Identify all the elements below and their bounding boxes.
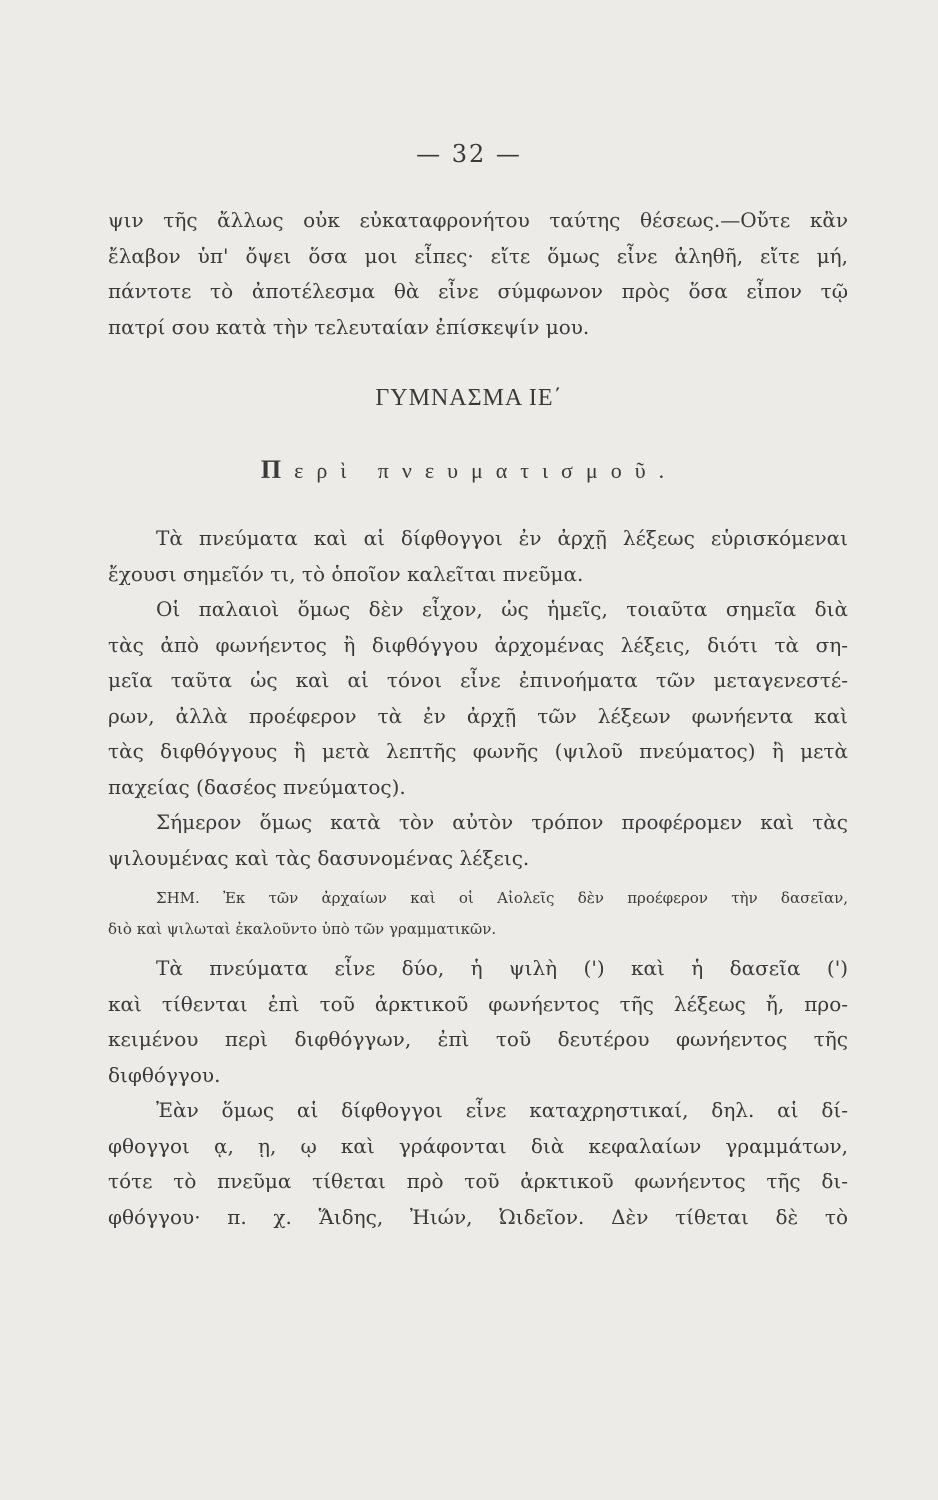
note-line: ΣΗΜ. Ἐκ τῶν ἀρχαίων καὶ οἱ Αἰολεῖς δὲν προέφερον τὴν δασεῖαν, xyxy=(156,889,848,907)
text-line: ἔλαβον ὑπ' ὄψει ὅσα μοι εἶπες· εἴτε ὅμως εἶνε ἀληθῆ, εἴτε μή, xyxy=(108,243,848,268)
text-line: μεῖα ταῦτα ὡς καὶ αἱ τόνοι εἶνε ἐπινοήματα τῶν μεταγενεστέ- xyxy=(108,668,848,692)
page-number: — 32 — xyxy=(416,140,522,168)
paragraph-5 xyxy=(108,1093,848,1235)
text-line: ρων, ἀλλὰ προέφερον τὰ ἐν ἀρχῇ τῶν λέξεων φωνήεντα καὶ xyxy=(108,703,848,728)
text-line: φθόγγου· π. χ. Ἅιδης, Ἠιών, Ὠιδεῖον. Δὲν τίθεται δὲ τὸ xyxy=(108,1204,848,1229)
text-line: παχείας (δασέος πνεύματος). xyxy=(108,774,406,799)
paragraph-3 xyxy=(108,805,848,876)
exercise-heading: ΓΥΜΝΑΣΜΑ ΙΕ΄ xyxy=(375,385,563,411)
topic-heading xyxy=(0,455,938,485)
paragraph-1 xyxy=(108,521,848,592)
text-line: Τὰ πνεύματα εἶνε δύο, ἡ ψιλὴ (') καὶ ἡ δασεῖα (') xyxy=(156,956,848,980)
text-line: φθογγοι ᾳ, ῃ, ῳ καὶ γράφονται διὰ κεφαλαίων γραμμάτων, xyxy=(108,1133,848,1158)
paragraph-4 xyxy=(108,951,848,1093)
text-line: Οἱ παλαιοὶ ὅμως δὲν εἶχον, ὡς ἡμεῖς, τοιαῦτα σημεῖα διὰ xyxy=(156,597,848,621)
text-line: πατρί σου κατὰ τὴν τελευταίαν ἐπίσκεψίν μου. xyxy=(108,314,590,339)
topic-heading-initial: Π xyxy=(260,455,295,484)
text-line: καὶ τίθενται ἐπὶ τοῦ ἀρκτικοῦ φωνήεντος τῆς λέξεως ἤ, προ- xyxy=(108,991,848,1016)
text-line: τὰς ἀπὸ φωνήεντος ἢ διφθόγγου ἀρχομένας λέξεις, διότι τὰ ση- xyxy=(108,632,848,657)
note xyxy=(108,883,848,945)
topic-heading-rest: ερὶ πνευματισμοῦ. xyxy=(294,458,678,483)
paragraph-2 xyxy=(108,592,848,805)
text-line: ψιν τῆς ἄλλως οὐκ εὐκαταφρονήτου ταύτης θέσεως.—Οὔτε κἂν xyxy=(108,208,848,232)
text-line: ἔχουσι σημεῖόν τι, τὸ ὁποῖον καλεῖται πνεῦμα. xyxy=(108,561,584,586)
text-line: πάντοτε τὸ ἀποτέλεσμα θὰ εἶνε σύμφωνον πρὸς ὅσα εἶπον τῷ xyxy=(108,279,848,303)
text-line: ψιλουμένας καὶ τὰς δασυνομένας λέξεις. xyxy=(108,845,530,870)
text-line: κειμένου περὶ διφθόγγων, ἐπὶ τοῦ δευτέρου φωνήεντος τῆς xyxy=(108,1027,848,1051)
text-line: τότε τὸ πνεῦμα τίθεται πρὸ τοῦ ἀρκτικοῦ φωνήεντος τῆς δι- xyxy=(108,1169,848,1193)
text-line: Τὰ πνεύματα καὶ αἱ δίφθογγοι ἐν ἀρχῇ λέξεως εὑρισκόμεναι xyxy=(156,526,848,550)
text-line: Σήμερον ὅμως κατὰ τὸν αὐτὸν τρόπον προφέρομεν καὶ τὰς xyxy=(156,810,848,834)
text-line: Ἐὰν ὅμως αἱ δίφθογγοι εἶνε καταχρηστικαί, δηλ. αἱ δί- xyxy=(156,1098,848,1122)
intro-paragraph xyxy=(108,203,848,345)
note-line: διὸ καὶ ψιλωταὶ ἐκαλοῦντο ὑπὸ τῶν γραμματικῶν. xyxy=(108,920,497,938)
text-line: διφθόγγου. xyxy=(108,1062,221,1087)
text-line: τὰς διφθόγγους ἢ μετὰ λεπτῆς φωνῆς (ψιλοῦ πνεύματος) ἢ μετὰ xyxy=(108,739,848,763)
